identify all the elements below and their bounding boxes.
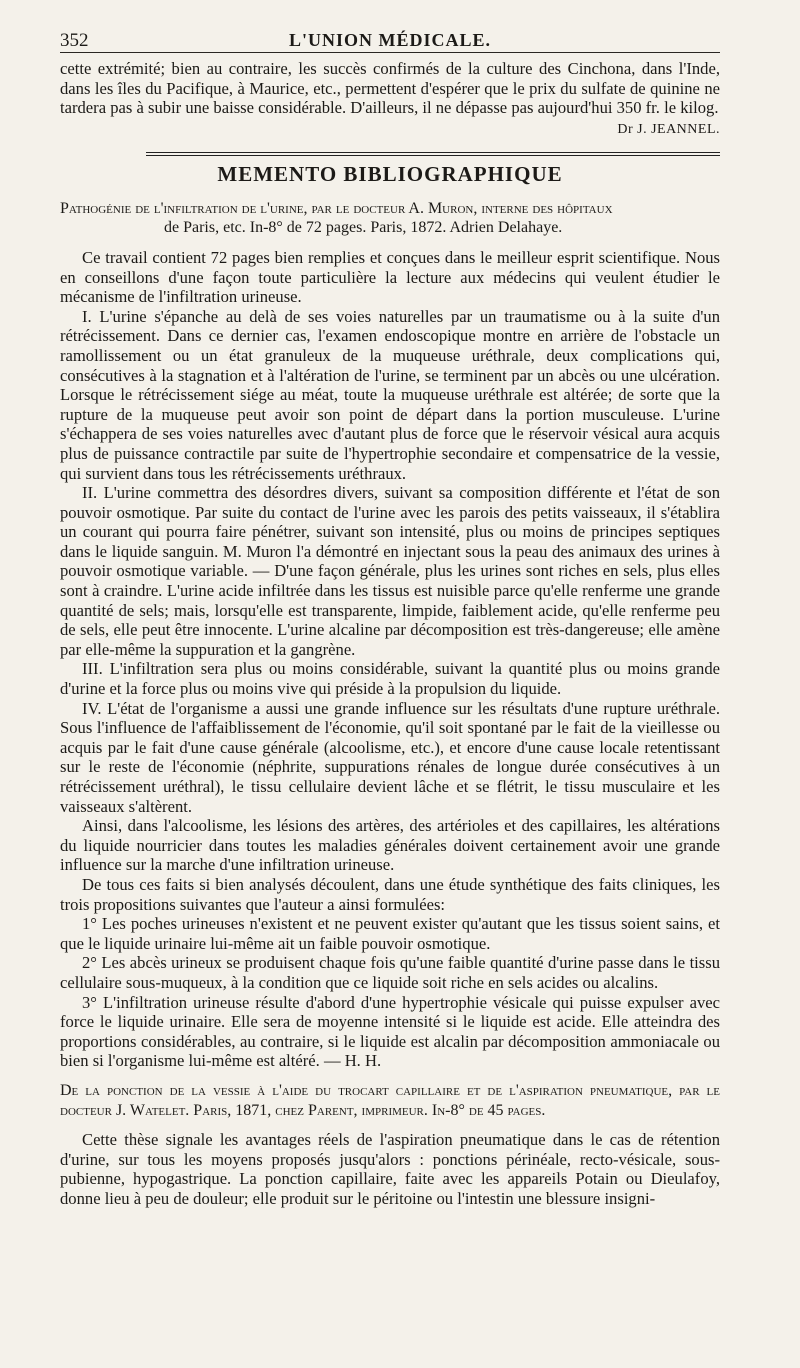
review-paragraph: Ce travail contient 72 pages bien remplies et conçues dans le meilleur esprit scientifique. Nous en conseillons d'une façon toute particulière la lecture aux médecins qui veulent étudier le mécanisme de l'infiltration urineuse.: [60, 247, 720, 307]
journal-title: L'UNION MÉDICALE.: [288, 30, 492, 50]
review-paragraph: III. L'infiltration sera plus ou moins considérable, suivant la quantité plus ou moins grande d'urine et la force plus ou moins vive qui préside à la propulsion du liquide.: [60, 659, 720, 699]
section-title: MEMENTO BIBLIOGRAPHIQUE: [217, 161, 563, 186]
review-paragraph: IV. L'état de l'organisme a aussi une grande influence sur les résultats d'une rupture uréthrale. Sous l'influence de l'affaiblissement de l'économie, qu'il soit spontané par le fait de la vieillesse ou acquis par le fait d'une cause générale (alcoolisme, etc.), et encore d'une cause locale retentissant sur le reste de l'économie (néphrite, suppurations rénales de longue durée consécutives à un rétrécissement uréthral), le tissu cellulaire devient lâche et se flétrit, le tissu musculaire et les vaisseaux s'altèrent.: [60, 698, 720, 816]
section-divider: [146, 152, 720, 156]
review-paragraph: Ainsi, dans l'alcoolisme, les lésions des artères, des artérioles et des capillaires, les altérations du liquide nourricier dans toutes les maladies générales doivent certainement avoir une grande influence sur la marche d'une infiltration urineuse.: [60, 816, 720, 875]
review-heading-line1: Pathogénie de l'infiltration de l'urine, par le docteur A. Muron, interne des hôpitaux: [60, 199, 613, 217]
review2-heading: De la ponction de la vessie à l'aide du trocart capillaire et de l'aspiration pneumatique, par le docteur J. Watelet. Paris, 1871, chez Parent, imprimeur. In-8° de 45 pages.: [60, 1081, 720, 1119]
running-header: [60, 14, 720, 50]
review-heading-line2: de Paris, etc. In-8° de 72 pages. Paris, 1872. Adrien Delahaye.: [164, 219, 563, 237]
review-paragraph: 1° Les poches urineuses n'existent et ne peuvent exister qu'autant que les tissus soient sains, et que le liquide urinaire lui-même ait un faible pouvoir osmotique.: [60, 914, 720, 953]
article-tail-paragraph: cette extrémité; bien au contraire, les succès confirmés de la culture des Cinchona, dans l'Inde, dans les îles du Pacifique, à Maurice, etc., permettent d'espérer que le prix du sulfate de quinine ne tardera pas à subir une baisse considérable. D'ailleurs, il ne dépasse pas aujourd'hui 350 fr. le kilog.: [60, 59, 720, 118]
page-number: 352: [60, 30, 89, 51]
author-signature: Dr J. JEANNEL.: [617, 121, 720, 137]
review-paragraph: 3° L'infiltration urineuse résulte d'abord d'une hypertrophie vésicale qui puisse expulser avec force le liquide urinaire. Elle sera de moyenne intensité si le liquide est acide. Elle atteindra des proportions considérables, au contraire, si le liquide est alcalin par décomposition ammoniacale ou bien si l'organisme lui-même est altéré. — H. H.: [60, 992, 720, 1071]
page: [60, 14, 720, 1208]
review-paragraph: I. L'urine s'épanche au delà de ses voies naturelles par un traumatisme ou à la suite d'un rétrécissement. Dans ce dernier cas, l'examen endoscopique montre en arrière de l'obstacle un ramollissement ou un état granuleux de la muqueuse uréthrale, deux complications qui, consécutives à la stagnation et à l'altération de l'urine, se terminent par un abcès ou une ulcération. Lorsque le rétrécissement siége au méat, toute la muqueuse uréthrale est altérée; de sorte que la rupture de la muqueuse peut avoir son point de départ dans la portion musculeuse. L'urine s'échappera de ses voies naturelles avec d'autant plus de force que le réservoir vésical aura acquis plus de puissance contractile par suite de l'hypertrophie secondaire et compensatrice de la vessie, qui survient dans tous les rétrécissements uréthraux.: [60, 306, 720, 483]
review-heading: [60, 199, 720, 238]
review-paragraph: De tous ces faits si bien analysés découlent, dans une étude synthétique des faits cliniques, les trois propositions suivantes que l'auteur a ainsi formulées:: [60, 874, 720, 914]
review-paragraph: 2° Les abcès urineux se produisent chaque fois qu'une faible quantité d'urine passe dans le tissu cellulaire sous-muqueux, à la condition que ce liquide soit riche en sels acides ou alcalins.: [60, 953, 720, 992]
review-paragraph: II. L'urine commettra des désordres divers, suivant sa composition différente et l'état de son pouvoir osmotique. Par suite du contact de l'urine avec les parois des petits vaisseaux, il s'établira un courant qui pourra faire pénétrer, suivant son intensité, plus ou moins de principes septiques dans le liquide sanguin. M. Muron l'a démontré en injectant sous la peau des animaux des urines à pouvoir osmotique variable. — D'une façon générale, plus les urines sont riches en sels, plus elles sont à craindre. L'urine acide infiltrée dans les tissus est nuisible parce qu'elle renferme une grande quantité de sels; mais, lorsqu'elle est transparente, limpide, faiblement acide, qu'elle renferme peu de sels, elle peut être innocente. L'urine alcaline par décomposition est très-dangereuse; elle amène par elle-même la suppuration et la gangrène.: [60, 483, 720, 659]
review2-paragraph: Cette thèse signale les avantages réels de l'aspiration pneumatique dans le cas de rétention d'urine, sur tous les moyens proposés jusqu'alors : ponctions périnéale, recto-vésicale, sous-pubienne, hypogastrique. La ponction capillaire, faite avec les appareils Potain ou Dieulafoy, donne lieu à peu de douleur; elle produit sur le péritoine ou l'intestin une blessure insigni-: [60, 1130, 720, 1208]
